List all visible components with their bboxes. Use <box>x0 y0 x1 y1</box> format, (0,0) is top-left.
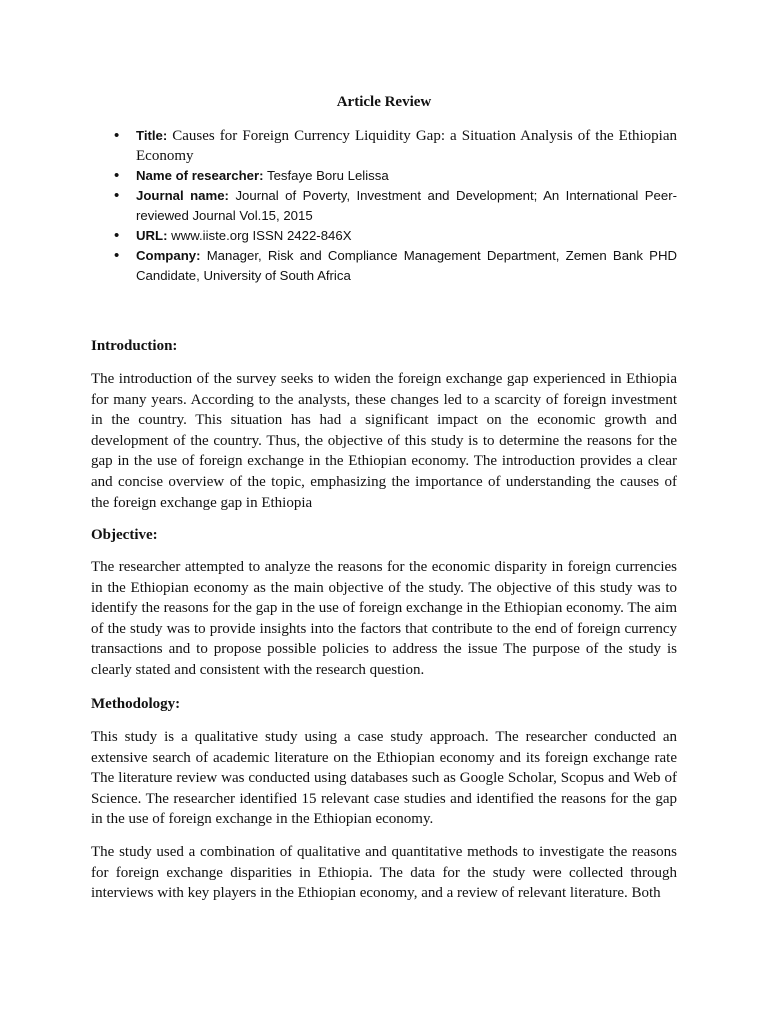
detail-researcher <box>136 166 677 186</box>
detail-url-value: www.iiste.org ISSN 2422-846X <box>171 228 352 243</box>
detail-company <box>136 246 677 286</box>
detail-journal <box>136 186 677 226</box>
introduction-heading: Introduction: <box>91 338 178 354</box>
document-title: Article Review <box>336 94 432 110</box>
objective-heading: Objective: <box>91 527 158 543</box>
detail-title <box>136 126 677 166</box>
methodology-heading: Methodology: <box>91 696 181 712</box>
methodology-paragraph-1: This study is a qualitative study using a case study approach. The researcher conducted an extensive search of academic literature on the Ethiopian economy and its foreign exchange rate The literature review was conducted using databases such as Google Scholar, Scopus and Web of Science. The researcher identified 15 relevant case studies and identified the reasons for the gap in the use of foreign exchange in the Ethiopian economy. <box>91 729 677 828</box>
detail-company-value: Manager, Risk and Compliance Management Department, Zemen Bank PHD Candidate, University of South Africa <box>136 248 677 283</box>
detail-title-value: Causes for Foreign Currency Liquidity Gap: a Situation Analysis of the Ethiopian Economy <box>136 128 678 164</box>
detail-journal-value: Journal of Poverty, Investment and Development; An International Peer-reviewed Journal Vol.15, 2015 <box>136 188 677 223</box>
objective-paragraph: The researcher attempted to analyze the reasons for the economic disparity in foreign currencies in the Ethiopian economy as the main objective of the study. The objective of this study was to identify the reasons for the gap in the use of foreign exchange in the Ethiopian economy. The aim of the study was to provide insights into the factors that contribute to the end of foreign currency transactions and to propose possible policies to address the issue The purpose of the study is clearly stated and consistent with the research question. <box>91 559 677 678</box>
detail-researcher-label: Name of researcher: <box>136 168 264 183</box>
detail-url <box>136 226 677 246</box>
detail-researcher-value: Tesfaye Boru Lelissa <box>266 168 389 183</box>
detail-journal-label: Journal name: <box>136 188 229 203</box>
article-details-list <box>136 126 677 286</box>
methodology-paragraph-2: The study used a combination of qualitative and quantitative methods to investigate the reasons for foreign exchange disparities in Ethiopia. The data for the study were collected through interviews with key players in the Ethiopian economy, and a review of relevant literature. Both <box>91 844 677 902</box>
detail-company-label: Company: <box>136 248 201 263</box>
introduction-paragraph: The introduction of the survey seeks to widen the foreign exchange gap experienced in Ethiopia for many years. According to the analysts, these changes led to a scarcity of foreign investment in the country. This situation has had a significant impact on the economic growth and development of the country. Thus, the objective of this study is to determine the reasons for the gap in the use of foreign exchange in the Ethiopian economy. The introduction provides a clear and concise overview of the topic, emphasizing the importance of understanding the causes of the foreign exchange gap in Ethiopia <box>91 371 677 511</box>
detail-title-label: Title: <box>136 128 168 143</box>
detail-url-label: URL: <box>136 228 168 243</box>
